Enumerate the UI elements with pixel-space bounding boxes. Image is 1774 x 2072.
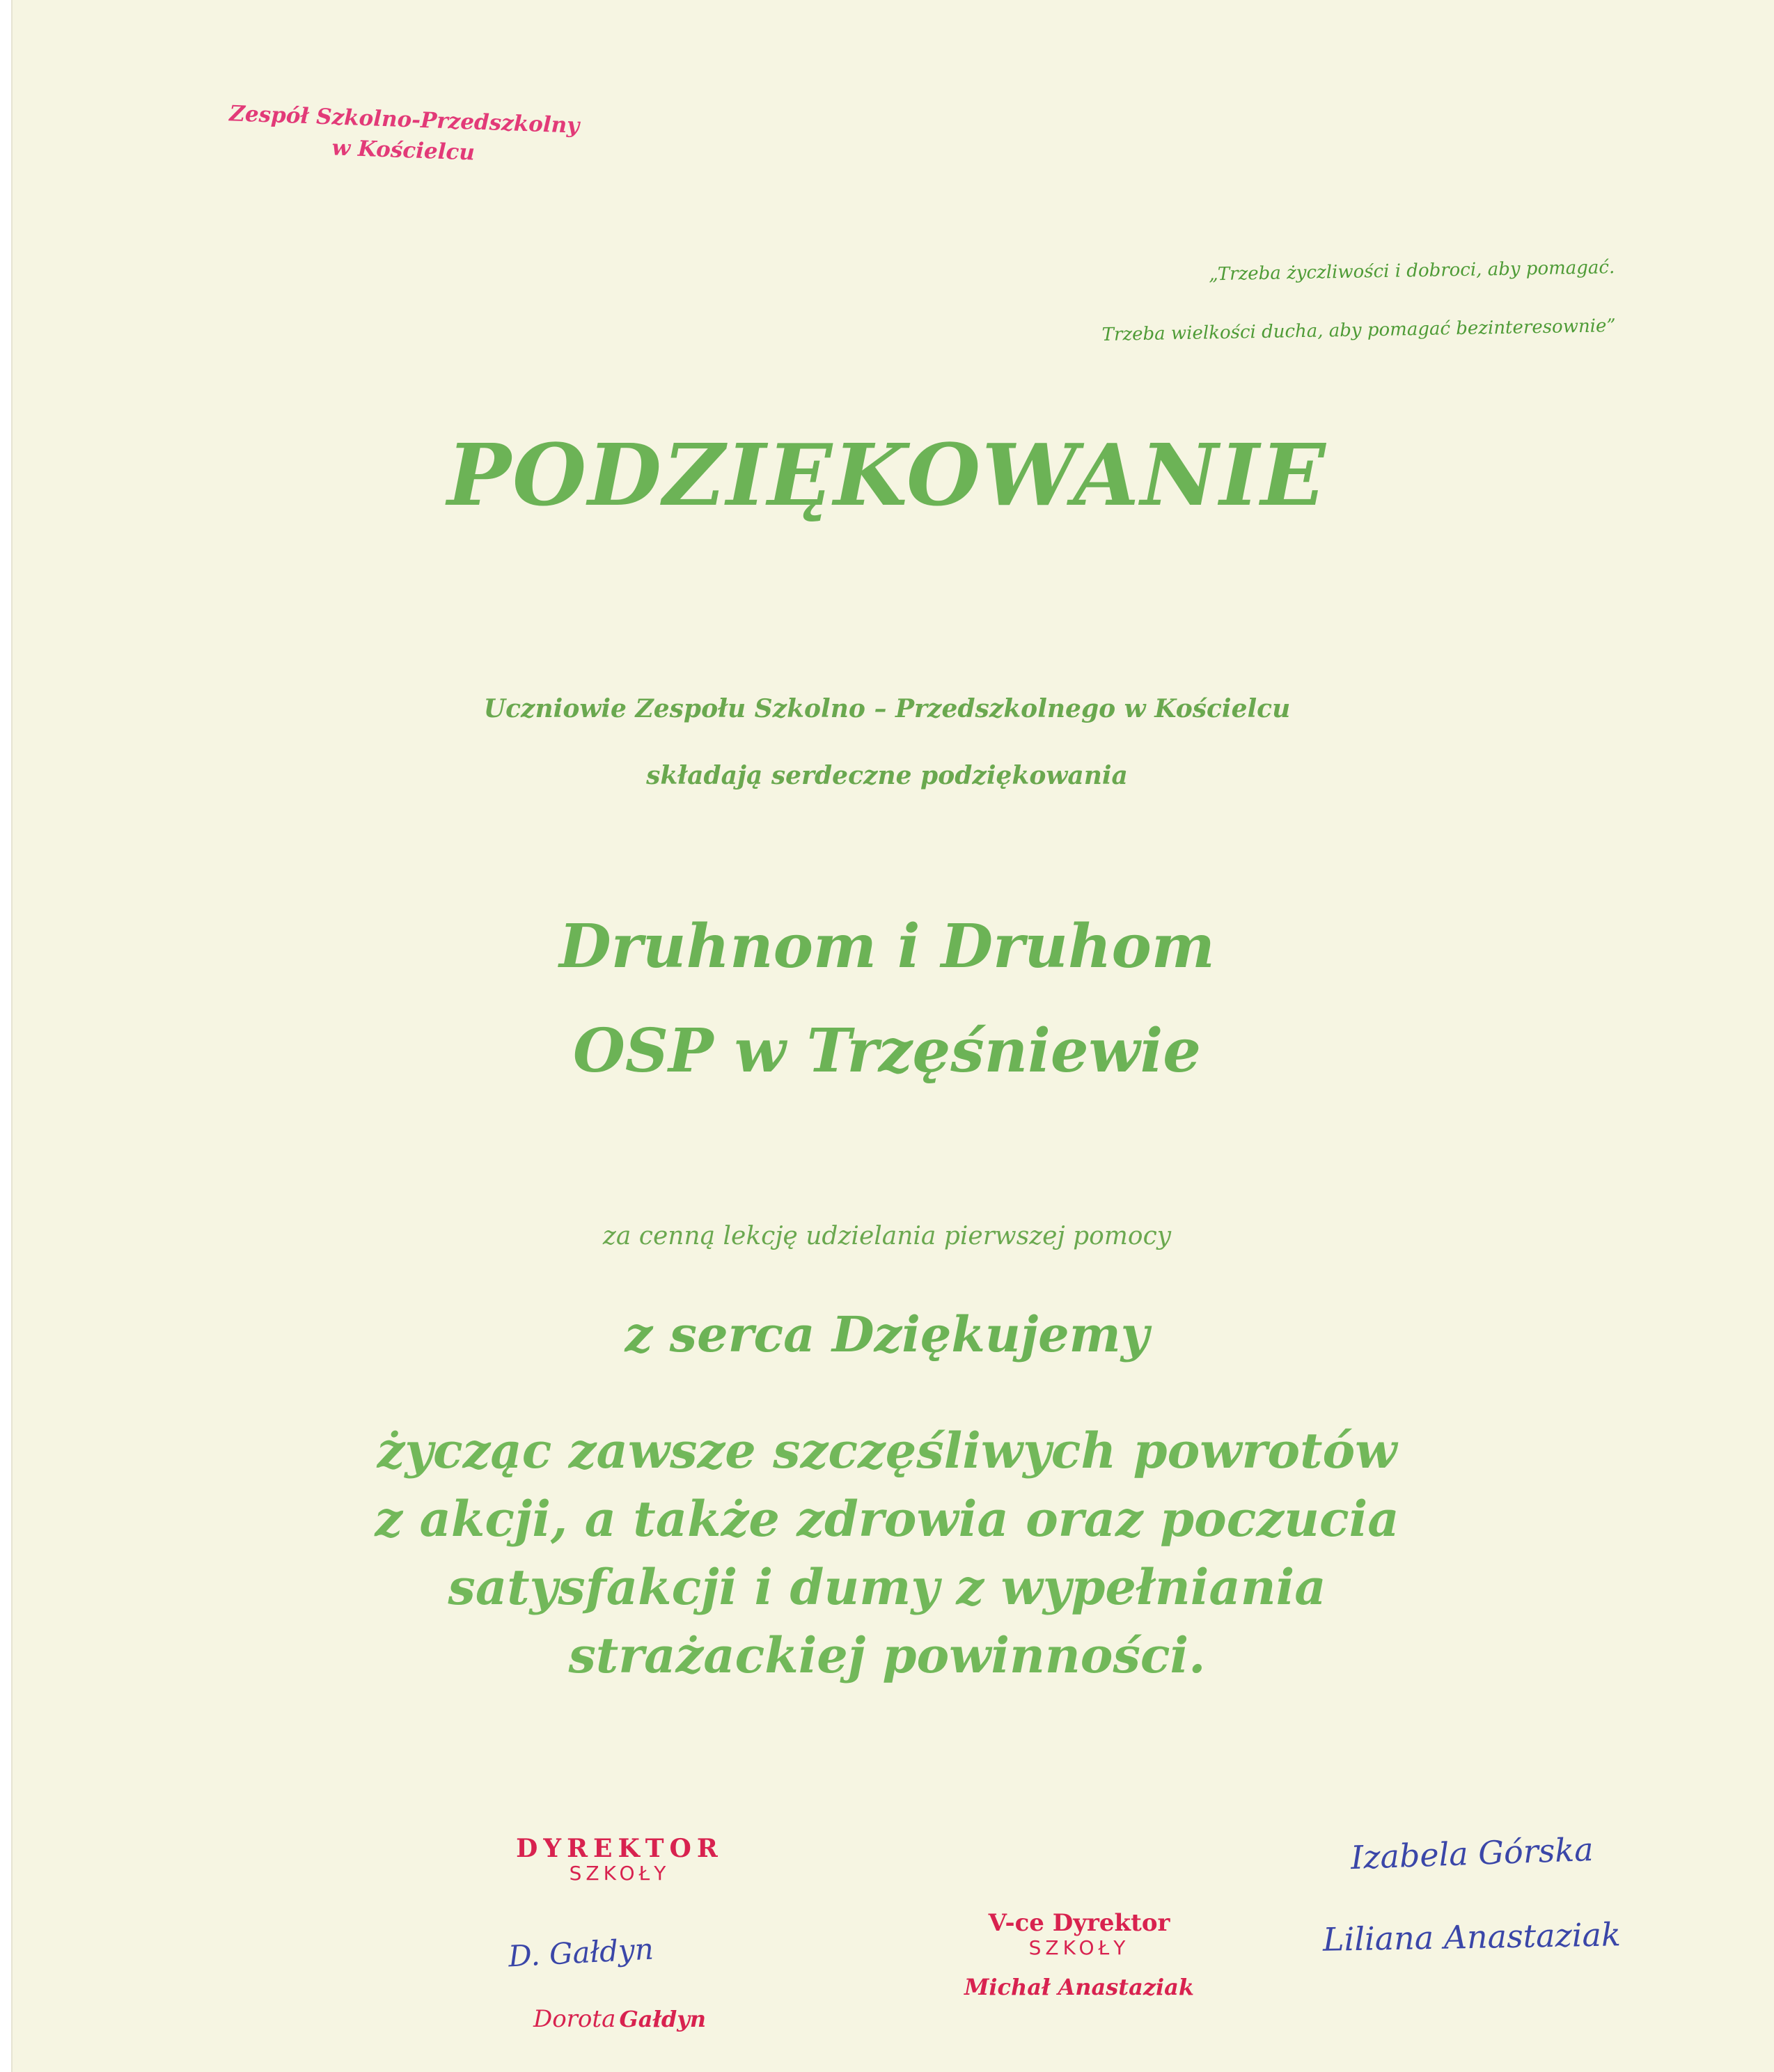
school-name-line1: Zespół Szkolno-Przedszkolny: [228, 101, 580, 139]
recipient-line1: Druhnom i Druhom: [559, 911, 1215, 982]
director-title: DYREKTOR: [516, 1834, 723, 1863]
wishes-text: [0, 1417, 1774, 1690]
wishes-line4: strażackiej powinności.: [568, 1626, 1206, 1684]
thanks-text: z serca Dziękujemy: [625, 1305, 1149, 1363]
director-printed-name: [446, 2005, 794, 2033]
wishes-line1: życząc zawsze szczęśliwych powrotów: [377, 1422, 1397, 1480]
director-last-name: Gałdyn: [619, 2006, 707, 2032]
wishes-line2: z akcji, a także zdrowia oraz poczucia: [375, 1490, 1399, 1548]
intro-line2: składają serdeczne podziękowania: [646, 761, 1128, 790]
vice-director-subtitle: SZKOŁY: [1028, 1936, 1130, 1959]
school-name-line2: w Kościelcu: [331, 135, 476, 166]
wishes-line3: satysfakcji i dumy z wypełniania: [448, 1558, 1326, 1616]
motto-line1: „Trzeba życzliwości i dobroci, aby pomagać.: [1209, 257, 1615, 285]
recipient-line2: OSP w Trzęśniewie: [573, 1016, 1201, 1086]
teacher-signature-2: Liliana Anastaziak: [1322, 1915, 1622, 1959]
vice-director-name: Michał Anastaziak: [964, 1974, 1195, 2000]
motto-quote: [988, 238, 1617, 366]
director-subtitle: SZKOŁY: [569, 1862, 670, 1885]
certificate-title: PODZIĘKOWANIE: [447, 425, 1327, 525]
vice-director-printed-name: [898, 1974, 1260, 2000]
vice-director-signature-block: [898, 1909, 1260, 1959]
director-first-name: Dorota: [533, 2005, 616, 2033]
director-handwritten-signature: D. Gałdyn: [507, 1931, 654, 1974]
school-name-header: [159, 96, 649, 174]
teacher-signature-1: Izabela Górska: [1350, 1830, 1594, 1877]
vice-director-title: V-ce Dyrektor: [988, 1909, 1170, 1937]
director-signature-block: [446, 1835, 794, 1885]
reason-text: za cenną lekcję udzielania pierwszej pomocy: [602, 1222, 1172, 1250]
intro-line1: Uczniowie Zespołu Szkolno – Przedszkolnego w Kościelcu: [483, 694, 1291, 723]
motto-line2: Trzeba wielkości ducha, aby pomagać bezinteresownie”: [1101, 315, 1616, 346]
intro-text: [0, 675, 1774, 809]
recipient-name: [0, 895, 1774, 1104]
